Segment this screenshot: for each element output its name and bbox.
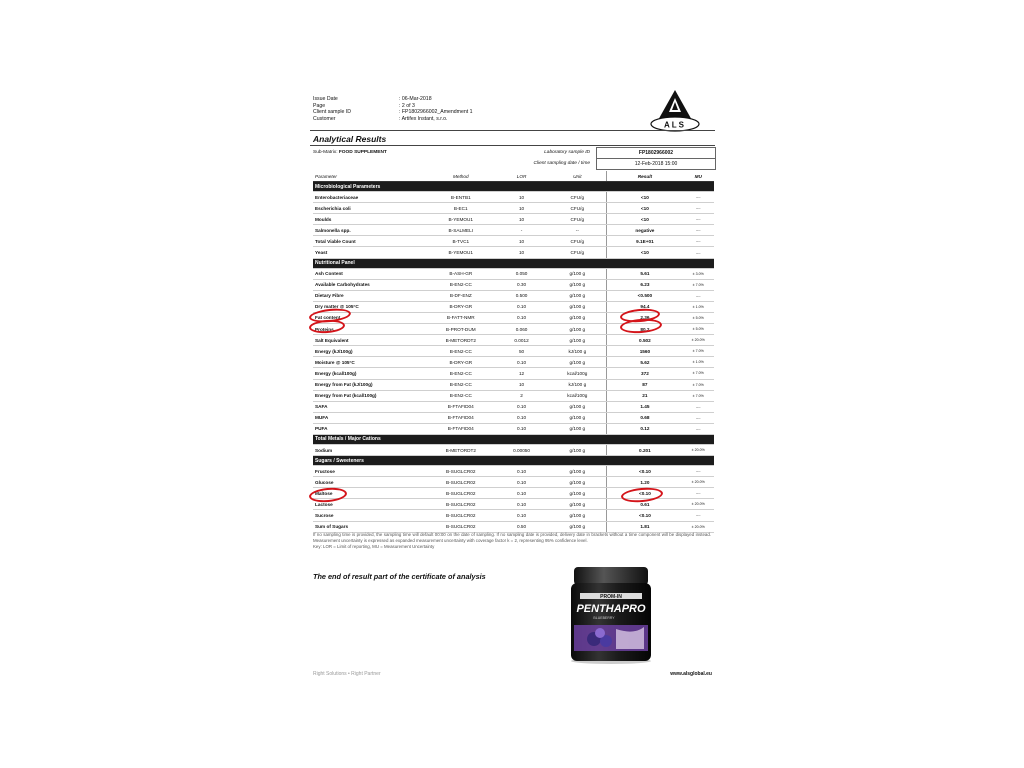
cell-result: 80.2 xyxy=(607,324,683,335)
cell-unit: CFU/g xyxy=(548,192,607,203)
header-divider xyxy=(310,130,715,131)
cell-parameter: Energy (kcal/100g) xyxy=(313,368,427,379)
table-row xyxy=(313,423,714,434)
cell-unit: kcal/100g xyxy=(548,368,607,379)
table-row xyxy=(313,247,714,258)
cell-lor: 0.10 xyxy=(495,510,548,521)
table-row xyxy=(313,466,714,477)
section-title: Microbiological Parameters xyxy=(313,182,714,192)
table-row xyxy=(313,379,714,390)
cell-result: <10 xyxy=(607,192,683,203)
cell-parameter: Proteins xyxy=(313,324,427,335)
table-row xyxy=(313,368,714,379)
cell-method: B-SUGLCR02 xyxy=(427,499,495,510)
cell-lor: 0.00050 xyxy=(495,444,548,455)
cell-mu: ± 7.0% xyxy=(682,379,714,390)
cell-unit: g/100 g xyxy=(548,499,607,510)
cell-unit: g/100 g xyxy=(548,357,607,368)
cell-result: 2.36 xyxy=(607,312,683,323)
cell-method: B-TVC1 xyxy=(427,236,495,247)
product-brand: PROM-IN xyxy=(600,594,622,600)
col-lor: LOR xyxy=(495,171,548,182)
cell-unit: kJ/100 g xyxy=(548,379,607,390)
cell-lor: 2 xyxy=(495,390,548,401)
cell-mu: ---- xyxy=(682,192,714,203)
cell-lor: 0.10 xyxy=(495,357,548,368)
cell-method: B-EC1 xyxy=(427,203,495,214)
cell-result: 9.1E+01 xyxy=(607,236,683,247)
client-sampling-date: 12-Feb-2018 15:00 xyxy=(596,158,716,170)
page-title: Analytical Results xyxy=(313,134,387,144)
cell-result: 1.81 xyxy=(607,521,683,532)
table-row xyxy=(313,346,714,357)
cell-parameter: MUFA xyxy=(313,412,427,423)
cell-mu: ± 7.0% xyxy=(682,346,714,357)
customer-label: Customer xyxy=(313,115,336,122)
table-row xyxy=(313,214,714,225)
cell-unit: g/100 g xyxy=(548,279,607,290)
cell-method: B-FTAFID04 xyxy=(427,401,495,412)
cell-mu: ± 20.0% xyxy=(682,335,714,346)
cell-unit: g/100 g xyxy=(548,477,607,488)
cell-result: 0.61 xyxy=(607,499,683,510)
cell-parameter: Available Carbohydrates xyxy=(313,279,427,290)
cell-mu: ± 20.0% xyxy=(682,521,714,532)
cell-lor: 10 xyxy=(495,247,548,258)
cell-result: 6.23 xyxy=(607,279,683,290)
table-row xyxy=(313,268,714,279)
cell-lor: 0.050 xyxy=(495,268,548,279)
cell-mu: ± 7.0% xyxy=(682,279,714,290)
table-row xyxy=(313,499,714,510)
cell-result: 21 xyxy=(607,390,683,401)
cell-lor: 0.10 xyxy=(495,488,548,499)
cell-lor: 0.30 xyxy=(495,279,548,290)
cell-method: B-SUGLCR02 xyxy=(427,488,495,499)
cell-unit: CFU/g xyxy=(548,214,607,225)
col-mu: MU xyxy=(682,171,714,182)
cell-result: 1.20 xyxy=(607,477,683,488)
product-image xyxy=(564,563,658,665)
cell-lor: 50 xyxy=(495,346,548,357)
logo-text: ALS xyxy=(664,120,686,130)
footnote-text: If no sampling time is provided, the sampling time will default 00:00 on the date of sampling. If no sampling date is provided, delivery date in brackets without a time component will be displayed instead. Measurement uncertainty is expressed as expanded measurement uncertainty with coverage factor k = 2, representing 95% confidence level. xyxy=(313,532,711,543)
cell-lor: 0.10 xyxy=(495,412,548,423)
cell-result: 87 xyxy=(607,379,683,390)
cell-unit: CFU/g xyxy=(548,236,607,247)
cell-method: B-EN2-CC xyxy=(427,279,495,290)
section-sugars xyxy=(313,456,714,466)
micro-rows xyxy=(313,192,714,259)
cell-unit: g/100 g xyxy=(548,521,607,532)
col-method: Method xyxy=(427,171,495,182)
col-unit: Unit xyxy=(548,171,607,182)
table-row xyxy=(313,335,714,346)
cell-result: <10 xyxy=(607,247,683,258)
page-footer xyxy=(313,671,712,677)
cell-lor: 0.10 xyxy=(495,423,548,434)
cell-lor: 0.50 xyxy=(495,521,548,532)
cell-mu: ---- xyxy=(682,510,714,521)
issue-date-label: Issue Date xyxy=(313,96,338,102)
cell-unit: g/100 g xyxy=(548,510,607,521)
cell-mu: ± 7.0% xyxy=(682,390,714,401)
cell-parameter: Sucrose xyxy=(313,510,427,521)
cell-result: 0.201 xyxy=(607,444,683,455)
cell-parameter: Lactose xyxy=(313,499,427,510)
cell-unit: kcal/100g xyxy=(548,390,607,401)
cell-result: <0.10 xyxy=(607,466,683,477)
cell-mu: ± 20.0% xyxy=(682,499,714,510)
table-row xyxy=(313,203,714,214)
cell-parameter: Moulds xyxy=(313,214,427,225)
cell-mu: ± 7.0% xyxy=(682,368,714,379)
nutri-rows xyxy=(313,268,714,434)
als-logo xyxy=(645,88,705,134)
table-row xyxy=(313,279,714,290)
cell-unit: g/100 g xyxy=(548,401,607,412)
cell-lor: 10 xyxy=(495,203,548,214)
cell-parameter: Energy (kJ/100g) xyxy=(313,346,427,357)
cell-parameter: Yeast xyxy=(313,247,427,258)
table-row xyxy=(313,236,714,247)
results-table xyxy=(313,171,714,533)
cell-unit: g/100 g xyxy=(548,423,607,434)
footnote xyxy=(313,532,711,550)
cell-parameter: Salt Equivalent xyxy=(313,335,427,346)
cell-parameter: Salmonella spp. xyxy=(313,225,427,236)
cell-mu: ---- xyxy=(682,247,714,258)
product-name: PENTHAPRO xyxy=(576,603,646,615)
footer-website[interactable]: www.alsglobal.eu xyxy=(670,671,712,677)
cell-result: 1.45 xyxy=(607,401,683,412)
cell-method: B-ASH-GR xyxy=(427,268,495,279)
submatrix xyxy=(313,150,387,155)
cell-method: B-SALMELI xyxy=(427,225,495,236)
cell-method: B-YEMOU1 xyxy=(427,214,495,225)
table-row xyxy=(313,521,714,532)
submatrix-value: FOOD SUPPLEMENT xyxy=(338,150,387,155)
cell-lor: 0.10 xyxy=(495,312,548,323)
page-number: : 2 of 3 xyxy=(399,102,415,109)
footer-slogan: Right Solutions • Right Partner xyxy=(313,671,381,677)
section-metals xyxy=(313,434,714,444)
cell-result: <0.500 xyxy=(607,290,683,301)
cell-mu: ± 3.0% xyxy=(682,268,714,279)
cell-parameter: Energy from Fat (kcal/100g) xyxy=(313,390,427,401)
page-label: Page xyxy=(313,102,326,109)
table-row xyxy=(313,192,714,203)
cell-method: B-EN2-CC xyxy=(427,379,495,390)
cell-unit: g/100 g xyxy=(548,488,607,499)
cell-mu: ---- xyxy=(682,236,714,247)
cell-lor: 0.060 xyxy=(495,324,548,335)
client-sampling-label: Client sampling date / time xyxy=(533,161,590,166)
end-of-results: The end of result part of the certificate of analysis xyxy=(313,572,486,581)
cell-lor: 0.10 xyxy=(495,499,548,510)
cell-parameter: Moisture @ 105°C xyxy=(313,357,427,368)
cell-unit: g/100 g xyxy=(548,444,607,455)
footnote-key: Key: LOR = Limit of reporting, MU = Measurement Uncertainty xyxy=(313,544,435,549)
table-row xyxy=(313,412,714,423)
cell-method: B-SUGLCR02 xyxy=(427,510,495,521)
cell-lor: 0.10 xyxy=(495,466,548,477)
cell-lor: 0.10 xyxy=(495,301,548,312)
lab-sample-id: FP1802966002 xyxy=(596,147,716,159)
cell-mu: ---- xyxy=(682,214,714,225)
cell-result: 0.68 xyxy=(607,412,683,423)
cell-parameter: Dry matter @ 105°C xyxy=(313,301,427,312)
cell-lor: 10 xyxy=(495,236,548,247)
cell-mu: ---- xyxy=(682,488,714,499)
cell-result: 5.61 xyxy=(607,268,683,279)
issue-date: : 06-Mar-2018 xyxy=(399,96,432,102)
table-row xyxy=(313,390,714,401)
section-microbiological xyxy=(313,182,714,192)
col-parameter: Parameter xyxy=(313,171,427,182)
cell-result: 5.62 xyxy=(607,357,683,368)
column-header-row xyxy=(313,171,714,182)
cell-unit: g/100 g xyxy=(548,301,607,312)
cell-method: B-FTAFID04 xyxy=(427,412,495,423)
cell-method: B-YEMOU1 xyxy=(427,247,495,258)
cell-parameter: Sum of Sugars xyxy=(313,521,427,532)
cell-method: B-SUGLCR02 xyxy=(427,477,495,488)
product-flavor: BLUEBERRY xyxy=(593,616,615,620)
cell-mu: ± 1.0% xyxy=(682,301,714,312)
cell-method: B-PROT-DUM xyxy=(427,324,495,335)
cell-mu: ± 20.0% xyxy=(682,477,714,488)
cell-mu: ± 5.0% xyxy=(682,324,714,335)
report-header xyxy=(313,96,473,122)
cell-unit: -- xyxy=(548,225,607,236)
cell-unit: g/100 g xyxy=(548,290,607,301)
cell-mu: ± 1.0% xyxy=(682,357,714,368)
cell-result: <0.10 xyxy=(607,488,683,499)
table-row xyxy=(313,444,714,455)
cell-method: B-EN2-CC xyxy=(427,390,495,401)
cell-method: B-DF-ENZ xyxy=(427,290,495,301)
cell-parameter: Fat content xyxy=(313,312,427,323)
table-row xyxy=(313,357,714,368)
customer: : Artifex Instant, s.r.o. xyxy=(399,115,448,122)
cell-result: 0.502 xyxy=(607,335,683,346)
cell-parameter: Dietary Fibre xyxy=(313,290,427,301)
cell-lor: 12 xyxy=(495,368,548,379)
cell-result: <10 xyxy=(607,214,683,225)
cell-mu: ---- xyxy=(682,203,714,214)
cell-parameter: Energy from Fat (kJ/100g) xyxy=(313,379,427,390)
cell-method: B-DRY-GR xyxy=(427,301,495,312)
cell-method: B-SUGLCR02 xyxy=(427,521,495,532)
cell-unit: g/100 g xyxy=(548,312,607,323)
col-result: Result xyxy=(607,171,683,182)
cell-parameter: SAFA xyxy=(313,401,427,412)
cell-unit: g/100 g xyxy=(548,324,607,335)
cell-mu: ---- xyxy=(682,412,714,423)
cell-parameter: Escherichia coli xyxy=(313,203,427,214)
cell-result: 94.4 xyxy=(607,301,683,312)
cell-lor: 10 xyxy=(495,214,548,225)
cell-unit: g/100 g xyxy=(548,466,607,477)
cell-parameter: Fructose xyxy=(313,466,427,477)
cell-unit: CFU/g xyxy=(548,203,607,214)
cell-method: B-METORDT2 xyxy=(427,335,495,346)
cell-parameter: Maltose xyxy=(313,488,427,499)
cell-parameter: Ash Content xyxy=(313,268,427,279)
section-nutritional xyxy=(313,258,714,268)
cell-mu: ---- xyxy=(682,401,714,412)
client-sample-id: : FP1802966002_Amendment 1 xyxy=(399,109,473,116)
table-row xyxy=(313,290,714,301)
cell-method: B-SUGLCR02 xyxy=(427,466,495,477)
cell-mu: ± 20.0% xyxy=(682,444,714,455)
cell-parameter: Enterobacteriaceae xyxy=(313,192,427,203)
cell-mu: ---- xyxy=(682,290,714,301)
cell-parameter: Total Viable Count xyxy=(313,236,427,247)
cell-result: 0.12 xyxy=(607,423,683,434)
section-title: Total Metals / Major Cations xyxy=(313,434,714,444)
cell-result: negative xyxy=(607,225,683,236)
section-title: Sugars / Sweeteners xyxy=(313,456,714,466)
lab-sample-label: Laboratory sample ID xyxy=(544,150,590,155)
cell-parameter: PUFA xyxy=(313,423,427,434)
cell-result: <10 xyxy=(607,203,683,214)
cell-mu: ---- xyxy=(682,466,714,477)
cell-lor: 10 xyxy=(495,192,548,203)
cell-method: B-METORDT2 xyxy=(427,444,495,455)
cell-lor: 0.10 xyxy=(495,401,548,412)
cell-parameter: Sodium xyxy=(313,444,427,455)
table-row xyxy=(313,401,714,412)
table-row xyxy=(313,225,714,236)
cell-mu: ---- xyxy=(682,225,714,236)
cell-parameter: Glucose xyxy=(313,477,427,488)
client-sample-label: Client sample ID xyxy=(313,109,352,116)
cell-lor: - xyxy=(495,225,548,236)
cell-unit: g/100 g xyxy=(548,412,607,423)
cell-lor: 10 xyxy=(495,379,548,390)
section-title: Nutritional Panel xyxy=(313,258,714,268)
cell-lor: 0.10 xyxy=(495,477,548,488)
cell-result: 372 xyxy=(607,368,683,379)
cell-lor: 0.0012 xyxy=(495,335,548,346)
cell-mu: ± 5.0% xyxy=(682,312,714,323)
cell-unit: kJ/100 g xyxy=(548,346,607,357)
cell-method: B-EN2-CC xyxy=(427,346,495,357)
cell-unit: CFU/g xyxy=(548,247,607,258)
cell-method: B-EN2-CC xyxy=(427,368,495,379)
cell-method: B-FATT-NMR xyxy=(427,312,495,323)
cell-unit: g/100 g xyxy=(548,335,607,346)
table-row xyxy=(313,477,714,488)
title-divider xyxy=(310,145,715,146)
cell-lor: 0.500 xyxy=(495,290,548,301)
cell-mu: ---- xyxy=(682,423,714,434)
cell-result: <0.10 xyxy=(607,510,683,521)
cell-unit: g/100 g xyxy=(548,268,607,279)
cell-method: B-DRY-GR xyxy=(427,357,495,368)
metals-rows xyxy=(313,444,714,455)
table-row xyxy=(313,510,714,521)
submatrix-label: Sub-Matrix: xyxy=(313,150,338,155)
cell-method: B-FTAFID04 xyxy=(427,423,495,434)
cell-result: 1560 xyxy=(607,346,683,357)
cell-method: B-ENTB1 xyxy=(427,192,495,203)
